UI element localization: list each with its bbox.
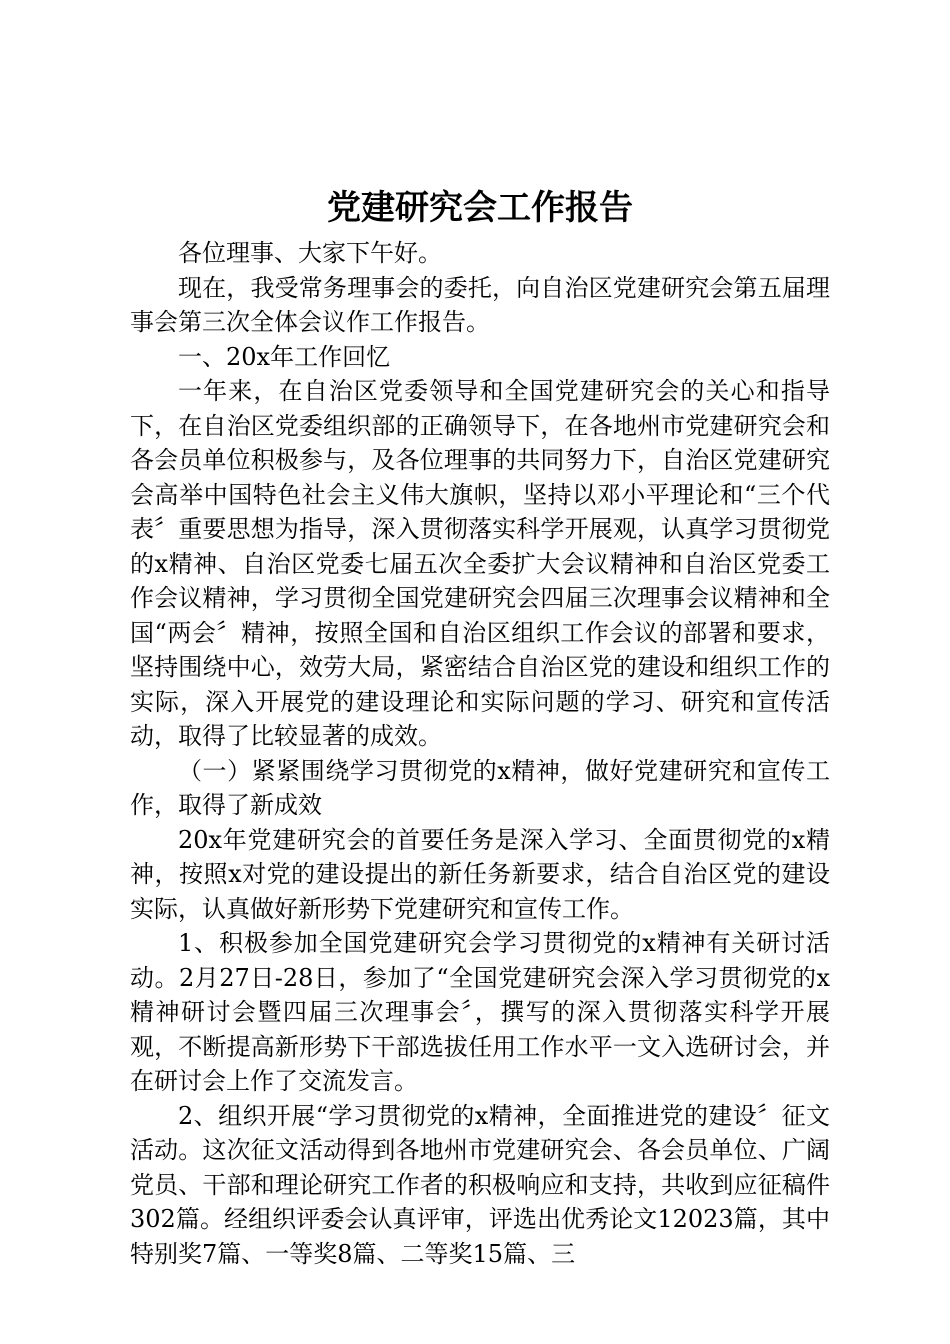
- item-2-paragraph: 2、组织开展“学习贯彻党的x精神，全面推进党的建设〞征文活动。这次征文活动得到各地州市党建研究会、各会员单位、广阔党员、干部和理论研究工作者的积极响应和支持，共收到应征稿件302篇。经组织评委会认真评审，评选出优秀论文12023篇，其中特别奖7篇、一等奖8篇、二等奖15篇、三: [130, 1101, 830, 1268]
- task-paragraph: 20x年党建研究会的首要任务是深入学习、全面贯彻党的x精神，按照x对党的建设提出的新任务新要求，结合自治区党的建设实际，认真做好新形势下党建研究和宣传工作。: [130, 825, 830, 923]
- intro-paragraph: 现在，我受常务理事会的委托，向自治区党建研究会第五届理事会第三次全体会议作工作报告。: [130, 273, 830, 336]
- document-page: [130, 186, 830, 1271]
- section-heading: 一、20x年工作回忆: [178, 342, 391, 371]
- review-paragraph: 一年来，在自治区党委领导和全国党建研究会的关心和指导下，在自治区党委组织部的正确领导下，在各地州市党建研究会和各会员单位积极参与，及各位理事的共同努力下，自治区党建研究会高举中国特色社会主义伟大旗帜，坚持以邓小平理论和“三个代表〞重要思想为指导，深入贯彻落实科学开展观，认真学习贯彻党的x精神、自治区党委七届五次全委扩大会议精神和自治区党委工作会议精神，学习贯彻全国党建研究会四届三次理事会议精神和全国“两会〞精神，按照全国和自治区组织工作会议的部署和要求，坚持围绕中心，效劳大局，紧密结合自治区党的建设和组织工作的实际，深入开展党的建设理论和实际问题的学习、研究和宣传活动，取得了比较显著的成效。: [130, 377, 830, 750]
- subsection-heading: （一）紧紧围绕学习贯彻党的x精神，做好党建研究和宣传工作，取得了新成效: [130, 756, 830, 819]
- item-1-paragraph: 1、积极参加全国党建研究会学习贯彻党的x精神有关研讨活动。2月27日-28日，参加了“全国党建研究会深入学习贯彻党的x精神研讨会暨四届三次理事会〞，撰写的深入贯彻落实科学开展观，不断提高新形势下干部选拔任用工作水平一文入选研讨会，并在研讨会上作了交流发言。: [130, 929, 830, 1095]
- document-title: 党建研究会工作报告: [327, 188, 633, 228]
- greeting-paragraph: 各位理事、大家下午好。: [178, 239, 442, 267]
